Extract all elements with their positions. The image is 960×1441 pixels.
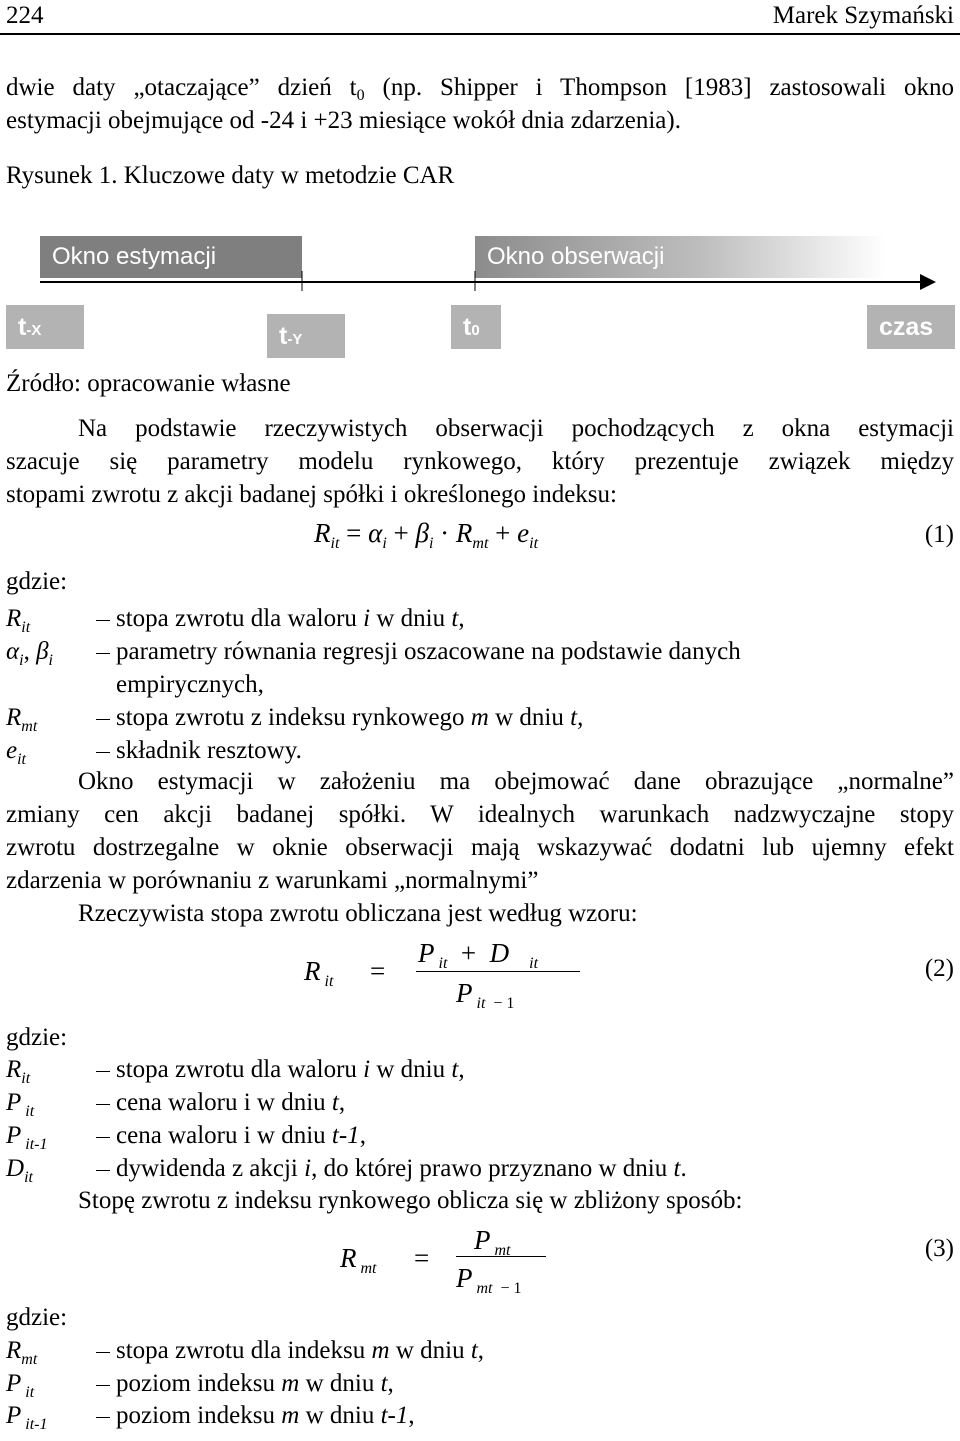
equation-2-number: (2)	[924, 955, 954, 982]
figure-caption: Rysunek 1. Kluczowe daty w metodzie CAR	[6, 162, 455, 189]
para3-line-1: Rzeczywista stopa zwrotu obliczana jest według wzoru:	[78, 900, 638, 927]
where1-sym-Rit: $R_{it}$	[6, 605, 31, 636]
para2-line-4: zdarzenia w porównaniu z warunkami „normalnymi”	[6, 867, 539, 894]
where3-sym-Rmt: $R_{mt}$	[6, 1337, 38, 1368]
timeline-arrowhead	[920, 274, 936, 290]
where2-def-Pit-1: cena waloru i w dniu t-1,	[96, 1120, 366, 1152]
where2-sym-Pit-1: P $_{it-1}$	[6, 1122, 48, 1153]
intro-line-1: dwie daty „otaczające” dzień $t_0$ (np. Shipper i Thompson [1983] zastosowali okno	[6, 74, 954, 104]
where2-sym-Dit: $D_{it}$	[6, 1155, 33, 1186]
label-t-zero: t $_0$	[451, 305, 501, 349]
estimation-window-label: Okno estymacji	[52, 243, 217, 270]
where1-def-alpha-beta-cont: empirycznych,	[116, 671, 264, 698]
para2-line-1: Okno estymacji w założeniu ma obejmować dane obrazujące „normalne”	[78, 768, 954, 795]
where1-label: gdzie:	[6, 568, 68, 595]
intro-line-2: estymacji obejmujące od -24 i +23 miesiące wokół dnia zdarzenia).	[6, 107, 681, 134]
para4-line-1: Stopę zwrotu z indeksu rynkowego oblicza się w zbliżony sposób:	[78, 1187, 743, 1214]
para2-line-2: zmiany cen akcji badanej spółki. W idealnych warunkach nadzwyczajne stopy	[6, 801, 954, 828]
where1-def-eit: składnik resztowy.	[96, 735, 302, 767]
para1-line-3: stopami zwrotu z akcji badanej spółki i określonego indeksu:	[6, 481, 617, 508]
where2-sym-Pit: P $_{it}$	[6, 1089, 35, 1120]
equation-3: R $_{mt}$ = P $_{mt}$ P $_{mt}$ $_{- 1}$	[336, 1220, 566, 1300]
running-head-author: Marek Szymański	[772, 2, 954, 29]
figure-source: Źródło: opracowanie własne	[6, 370, 291, 397]
where1-def-alpha-beta: parametry równania regresji oszacowane na podstawie danych	[96, 636, 741, 668]
equation-3-number: (3)	[924, 1235, 954, 1262]
where2-sym-Rit: $R_{it}$	[6, 1056, 31, 1087]
para1-line-2: szacuje się parametry modelu rynkowego, który prezentuje związek między	[6, 448, 954, 475]
where3-sym-Pit-1: P $_{it-1}$	[6, 1402, 48, 1433]
where3-def-Pit-1: poziom indeksu m w dniu t-1,	[96, 1400, 415, 1432]
where1-sym-Rmt: $R_{mt}$	[6, 704, 38, 735]
where2-def-Pit: cena waloru i w dniu t,	[96, 1087, 345, 1119]
where1-sym-eit: $e_{it}$	[6, 737, 26, 768]
equation-1-number: (1)	[924, 521, 954, 548]
where1-def-Rit: stopa zwrotu dla waloru i w dniu t,	[96, 603, 465, 635]
label-czas: czas	[867, 305, 955, 349]
where1-sym-alpha-beta: $\alpha_i$, $\beta_i$	[6, 638, 53, 669]
label-t-minus-y: t $_{-Y}$	[267, 314, 345, 358]
where2-label: gdzie:	[6, 1024, 68, 1051]
equation-1: $R_{it} = \alpha_i + \beta_i \cdot R_{mt} + e_{it}$	[314, 518, 539, 552]
where3-sym-Pit: P $_{it}$	[6, 1370, 35, 1401]
where3-def-Pit: poziom indeksu m w dniu t,	[96, 1368, 394, 1400]
header-rule	[0, 33, 960, 35]
para2-line-3: zwrotu dostrzegalne w oknie obserwacji mają wskazywać dodatni lub ujemny efekt	[6, 834, 954, 861]
para1-line-1: Na podstawie rzeczywistych obserwacji pochodzących z okna estymacji	[78, 415, 954, 442]
observation-window-label: Okno obserwacji	[487, 243, 665, 270]
equation-2: R $_{it}$ = P $_{it}$ + D $_{it}$ P $_{it}$ $_{- 1}$	[300, 933, 590, 1013]
label-t-minus-x: t $_{-X}$	[6, 305, 84, 349]
where3-label: gdzie:	[6, 1304, 68, 1331]
page-number: 224	[6, 2, 44, 29]
where2-def-Rit: stopa zwrotu dla waloru i w dniu t,	[96, 1054, 465, 1086]
where1-def-Rmt: stopa zwrotu z indeksu rynkowego m w dniu t,	[96, 702, 583, 734]
where2-def-Dit: dywidenda z akcji i, do której prawo przyznano w dniu t.	[96, 1153, 687, 1185]
where3-def-Rmt: stopa zwrotu dla indeksu m w dniu t,	[96, 1335, 484, 1367]
